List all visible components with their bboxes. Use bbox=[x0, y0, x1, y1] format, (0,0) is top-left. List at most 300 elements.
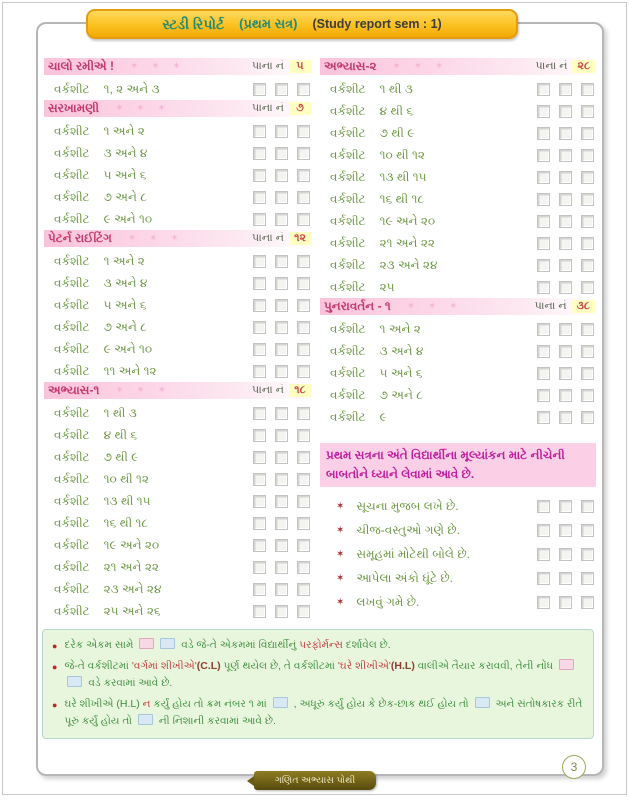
worksheet-range: ૧૯ અને ૨૦ bbox=[379, 213, 436, 228]
section-header bbox=[44, 58, 312, 75]
page-number-label: પાના નં bbox=[252, 232, 284, 244]
section-header bbox=[320, 58, 596, 75]
worksheet-range: ૨૩ અને ૨૪ bbox=[379, 257, 438, 272]
status-checkbox[interactable] bbox=[581, 127, 594, 140]
status-checkbox[interactable] bbox=[275, 583, 288, 596]
page-number-label: પાના નં bbox=[252, 384, 284, 396]
worksheet-label: વર્કશીટ bbox=[330, 235, 366, 250]
status-checkbox[interactable] bbox=[275, 561, 288, 574]
status-checkbox[interactable] bbox=[581, 237, 594, 250]
worksheet-label: વર્કશીટ bbox=[54, 471, 90, 486]
worksheet-label: વર્કશીટ bbox=[330, 257, 366, 272]
worksheet-label: વર્કશીટ bbox=[330, 103, 366, 118]
status-checkbox[interactable] bbox=[537, 105, 550, 118]
worksheet-label: વર્કશીટ bbox=[330, 365, 366, 380]
mark-box-pink bbox=[559, 659, 574, 670]
worksheet-label: વર્કશીટ bbox=[54, 297, 90, 312]
status-checkbox[interactable] bbox=[297, 213, 310, 226]
status-checkbox[interactable] bbox=[559, 83, 572, 96]
checkbox-group bbox=[253, 539, 310, 552]
status-checkbox[interactable] bbox=[275, 321, 288, 334]
section-title: સરખામણી bbox=[48, 101, 100, 115]
status-checkbox[interactable] bbox=[297, 517, 310, 530]
worksheet-row bbox=[320, 122, 596, 144]
worksheet-range: ૧૩ થી ૧૫ bbox=[379, 169, 427, 184]
status-checkbox[interactable] bbox=[275, 517, 288, 530]
status-checkbox[interactable] bbox=[537, 411, 550, 424]
status-checkbox[interactable] bbox=[297, 407, 310, 420]
section-header bbox=[320, 298, 596, 315]
footnote-segment: દર્શાવેલ છે. bbox=[342, 639, 391, 651]
checkbox-group bbox=[537, 500, 594, 513]
status-checkbox[interactable] bbox=[275, 169, 288, 182]
page-number-label: પાના નં bbox=[252, 102, 284, 114]
status-checkbox[interactable] bbox=[537, 524, 550, 537]
worksheet-row bbox=[44, 360, 312, 382]
status-checkbox[interactable] bbox=[275, 83, 288, 96]
worksheet-range: ૩ અને ૪ bbox=[103, 145, 148, 160]
worksheet-row bbox=[44, 142, 312, 164]
status-checkbox[interactable] bbox=[253, 255, 266, 268]
checkbox-group bbox=[537, 237, 594, 250]
status-checkbox[interactable] bbox=[537, 323, 550, 336]
status-checkbox[interactable] bbox=[537, 171, 550, 184]
section-page-number: ૧૨ bbox=[289, 232, 311, 245]
worksheet-row bbox=[44, 120, 312, 142]
checkbox-group bbox=[537, 149, 594, 162]
stars-decoration-icon: ✶ ✶ ✶ bbox=[130, 61, 186, 72]
status-checkbox[interactable] bbox=[275, 407, 288, 420]
worksheet-label: વર્કશીટ bbox=[330, 213, 366, 228]
status-checkbox[interactable] bbox=[297, 169, 310, 182]
status-checkbox[interactable] bbox=[253, 343, 266, 356]
worksheet-row bbox=[44, 338, 312, 360]
status-checkbox[interactable] bbox=[559, 281, 572, 294]
status-checkbox[interactable] bbox=[253, 147, 266, 160]
status-checkbox[interactable] bbox=[253, 407, 266, 420]
star-bullet-icon: ✶ bbox=[336, 524, 345, 536]
status-checkbox[interactable] bbox=[581, 259, 594, 272]
status-checkbox[interactable] bbox=[559, 171, 572, 184]
status-checkbox[interactable] bbox=[559, 572, 572, 585]
status-checkbox[interactable] bbox=[581, 548, 594, 561]
footnote-segment: વડે જે-તે એકમમાં વિદ્યાર્થીનું bbox=[178, 639, 300, 651]
footnote-segment: વડે કરવામાં આવે છે. bbox=[85, 677, 173, 690]
worksheet-label: વર્કશીટ bbox=[330, 125, 366, 140]
worksheet-range: ૧ થી ૩ bbox=[103, 405, 137, 420]
checkbox-group bbox=[537, 345, 594, 358]
worksheet-row bbox=[320, 78, 596, 100]
checkbox-group bbox=[537, 193, 594, 206]
footnote-segment: ન bbox=[142, 697, 151, 710]
status-checkbox[interactable] bbox=[297, 539, 310, 552]
status-checkbox[interactable] bbox=[297, 321, 310, 334]
checkbox-group bbox=[537, 367, 594, 380]
section-title: અભ્યાસ-૧ bbox=[48, 383, 100, 397]
status-checkbox[interactable] bbox=[581, 193, 594, 206]
checkbox-group bbox=[537, 171, 594, 184]
status-checkbox[interactable] bbox=[253, 125, 266, 138]
status-checkbox[interactable] bbox=[537, 596, 550, 609]
status-checkbox[interactable] bbox=[253, 83, 266, 96]
worksheet-row bbox=[320, 166, 596, 188]
stars-decoration-icon: ✶ ✶ ✶ bbox=[406, 301, 463, 312]
status-checkbox[interactable] bbox=[581, 215, 594, 228]
section-page-number: ૩૮ bbox=[572, 300, 595, 313]
status-checkbox[interactable] bbox=[537, 237, 550, 250]
status-checkbox[interactable] bbox=[253, 473, 266, 486]
note-bullet-icon: ● bbox=[52, 662, 58, 672]
checkbox-group bbox=[537, 572, 594, 585]
worksheet-label: વર્કશીટ bbox=[330, 169, 366, 184]
status-checkbox[interactable] bbox=[253, 605, 266, 618]
status-checkbox[interactable] bbox=[537, 281, 550, 294]
worksheet-row bbox=[44, 272, 312, 294]
status-checkbox[interactable] bbox=[559, 389, 572, 402]
status-checkbox[interactable] bbox=[559, 500, 572, 513]
worksheet-label: વર્કશીટ bbox=[54, 449, 90, 464]
section-title: ચાલો રમીએ ! bbox=[48, 59, 115, 73]
worksheet-label: વર્કશીટ bbox=[54, 319, 90, 334]
status-checkbox[interactable] bbox=[275, 191, 288, 204]
worksheet-row bbox=[44, 250, 312, 272]
status-checkbox[interactable] bbox=[297, 495, 310, 508]
stars-decoration-icon: ✶ ✶ ✶ bbox=[115, 103, 171, 114]
status-checkbox[interactable] bbox=[559, 193, 572, 206]
stars-decoration-icon: ✶ ✶ ✶ bbox=[115, 385, 172, 396]
checkbox-group bbox=[537, 323, 594, 336]
status-checkbox[interactable] bbox=[559, 259, 572, 272]
status-checkbox[interactable] bbox=[297, 605, 310, 618]
status-checkbox[interactable] bbox=[581, 83, 594, 96]
status-checkbox[interactable] bbox=[537, 193, 550, 206]
status-checkbox[interactable] bbox=[581, 389, 594, 402]
checkbox-group bbox=[253, 147, 310, 160]
section-title: અભ્યાસ-૨ bbox=[324, 59, 377, 73]
status-checkbox[interactable] bbox=[559, 548, 572, 561]
worksheet-row bbox=[44, 490, 312, 512]
checkbox-group bbox=[537, 281, 594, 294]
status-checkbox[interactable] bbox=[275, 277, 288, 290]
worksheet-row bbox=[320, 100, 596, 122]
star-bullet-icon: ✶ bbox=[336, 548, 345, 560]
star-bullet-icon: ✶ bbox=[336, 500, 345, 512]
status-checkbox[interactable] bbox=[275, 473, 288, 486]
checkbox-group bbox=[537, 83, 594, 96]
status-checkbox[interactable] bbox=[559, 367, 572, 380]
worksheet-range: ૫ અને ૬ bbox=[379, 365, 423, 380]
footnote-item bbox=[52, 637, 584, 655]
worksheet-row bbox=[320, 340, 596, 362]
status-checkbox[interactable] bbox=[581, 171, 594, 184]
worksheet-row bbox=[44, 600, 312, 622]
worksheet-range: ૨૫ bbox=[379, 279, 395, 294]
checkbox-group bbox=[253, 473, 310, 486]
status-checkbox[interactable] bbox=[537, 572, 550, 585]
status-checkbox[interactable] bbox=[297, 583, 310, 596]
footnote-item bbox=[52, 696, 584, 731]
status-checkbox[interactable] bbox=[559, 411, 572, 424]
evaluation-item-text: ચીજ-વસ્તુઓ ગણે છે. bbox=[356, 522, 460, 537]
section-page-number: ૫ bbox=[289, 60, 311, 73]
worksheet-label: વર્કશીટ bbox=[54, 581, 90, 596]
page-title: સ્ટડી રિપોર્ટ bbox=[162, 15, 225, 32]
evaluation-list bbox=[320, 494, 596, 614]
status-checkbox[interactable] bbox=[297, 561, 310, 574]
worksheet-row bbox=[44, 468, 312, 490]
status-checkbox[interactable] bbox=[275, 495, 288, 508]
footnote-segment: પરફોર્મન્સ bbox=[299, 639, 343, 651]
status-checkbox[interactable] bbox=[275, 299, 288, 312]
status-checkbox[interactable] bbox=[253, 191, 266, 204]
status-checkbox[interactable] bbox=[581, 323, 594, 336]
status-checkbox[interactable] bbox=[297, 473, 310, 486]
evaluation-item bbox=[320, 494, 596, 518]
status-checkbox[interactable] bbox=[253, 451, 266, 464]
footnote-segment: ઘરે શીખીએ (H.L) bbox=[64, 697, 143, 710]
section-title: પેટર્ન રાઈટિંગ bbox=[48, 231, 112, 245]
status-checkbox[interactable] bbox=[581, 345, 594, 358]
status-checkbox[interactable] bbox=[559, 215, 572, 228]
checkbox-group bbox=[253, 277, 310, 290]
evaluation-item bbox=[320, 518, 596, 542]
status-checkbox[interactable] bbox=[559, 105, 572, 118]
checkbox-group bbox=[537, 389, 594, 402]
status-checkbox[interactable] bbox=[275, 451, 288, 464]
status-checkbox[interactable] bbox=[537, 127, 550, 140]
status-checkbox[interactable] bbox=[253, 429, 266, 442]
note-bullet-icon: ● bbox=[52, 699, 58, 710]
worksheet-section bbox=[44, 382, 312, 622]
worksheet-label: વર્કશીટ bbox=[54, 275, 90, 290]
worksheet-range: ૪ થી ૬ bbox=[379, 103, 414, 118]
status-checkbox[interactable] bbox=[297, 147, 310, 160]
status-checkbox[interactable] bbox=[537, 389, 550, 402]
worksheet-label: વર્કશીટ bbox=[330, 147, 366, 162]
checkbox-group bbox=[253, 495, 310, 508]
worksheet-label: વર્કશીટ bbox=[330, 81, 366, 96]
stars-decoration-icon: ✶ ✶ ✶ bbox=[392, 61, 449, 72]
worksheet-range: ૧ અને ૨ bbox=[103, 253, 145, 268]
worksheet-section bbox=[320, 298, 596, 428]
status-checkbox[interactable] bbox=[297, 191, 310, 204]
status-checkbox[interactable] bbox=[297, 343, 310, 356]
status-checkbox[interactable] bbox=[297, 429, 310, 442]
worksheet-row bbox=[320, 318, 596, 340]
worksheet-range: ૧ થી ૩ bbox=[379, 81, 413, 96]
worksheet-section bbox=[44, 230, 312, 382]
status-checkbox[interactable] bbox=[559, 149, 572, 162]
left-column bbox=[44, 58, 312, 622]
worksheet-section bbox=[44, 58, 312, 100]
star-bullet-icon: ✶ bbox=[336, 596, 345, 608]
evaluation-item bbox=[320, 542, 596, 566]
checkbox-group bbox=[253, 561, 310, 574]
status-checkbox[interactable] bbox=[275, 147, 288, 160]
page-title-english: (Study report sem : 1) bbox=[312, 17, 442, 31]
mark-box-blue bbox=[67, 676, 82, 687]
evaluation-item-text: આપેલા અંકો ઘૂંટે છે. bbox=[356, 570, 454, 585]
right-column-sections bbox=[320, 58, 596, 428]
worksheet-range: ૯ અને ૧૦ bbox=[103, 211, 153, 226]
page-number-circle bbox=[562, 755, 586, 779]
status-checkbox[interactable] bbox=[253, 213, 266, 226]
mark-box-blue bbox=[160, 638, 175, 649]
status-checkbox[interactable] bbox=[297, 451, 310, 464]
book-title: ગણિત અભ્યાસ પોથી bbox=[274, 775, 356, 786]
status-checkbox[interactable] bbox=[297, 299, 310, 312]
checkbox-group bbox=[253, 407, 310, 420]
footnote-segment: અને સંતોષકારક રીતે પૂરું કર્યું હોય તો bbox=[64, 697, 583, 727]
status-checkbox[interactable] bbox=[275, 343, 288, 356]
status-checkbox[interactable] bbox=[537, 259, 550, 272]
status-checkbox[interactable] bbox=[581, 500, 594, 513]
footnote-segment: , અધૂરું કર્યું હોય કે છેક-છાક થઈ હોય તો bbox=[290, 697, 472, 710]
status-checkbox[interactable] bbox=[559, 127, 572, 140]
status-checkbox[interactable] bbox=[275, 255, 288, 268]
status-checkbox[interactable] bbox=[581, 149, 594, 162]
mark-box-blue bbox=[475, 697, 490, 708]
status-checkbox[interactable] bbox=[537, 500, 550, 513]
page-number: 3 bbox=[570, 760, 578, 774]
page-title-banner bbox=[86, 9, 518, 39]
status-checkbox[interactable] bbox=[275, 539, 288, 552]
status-checkbox[interactable] bbox=[297, 255, 310, 268]
status-checkbox[interactable] bbox=[581, 596, 594, 609]
worksheet-range: ૨૧ અને ૨૨ bbox=[103, 559, 159, 574]
status-checkbox[interactable] bbox=[253, 321, 266, 334]
checkbox-group bbox=[537, 127, 594, 140]
worksheet-range: ૧ અને ૨ bbox=[103, 123, 145, 138]
status-checkbox[interactable] bbox=[253, 277, 266, 290]
status-checkbox[interactable] bbox=[559, 237, 572, 250]
status-checkbox[interactable] bbox=[559, 323, 572, 336]
footnote-segment: (C.L) bbox=[196, 660, 221, 672]
worksheet-row bbox=[44, 186, 312, 208]
worksheet-range: ૭ અને ૮ bbox=[103, 189, 147, 204]
worksheet-row bbox=[320, 144, 596, 166]
worksheet-row bbox=[320, 406, 596, 428]
status-checkbox[interactable] bbox=[581, 411, 594, 424]
status-checkbox[interactable] bbox=[297, 365, 310, 378]
worksheet-range: ૧૦ થી ૧૨ bbox=[103, 471, 149, 486]
status-checkbox[interactable] bbox=[581, 281, 594, 294]
worksheet-label: વર્કશીટ bbox=[54, 405, 90, 420]
status-checkbox[interactable] bbox=[297, 83, 310, 96]
worksheet-label: વર્કશીટ bbox=[54, 123, 90, 138]
status-checkbox[interactable] bbox=[275, 365, 288, 378]
book-title-pencil-banner bbox=[254, 771, 376, 790]
worksheet-row bbox=[44, 402, 312, 424]
worksheet-label: વર્કશીટ bbox=[54, 167, 90, 182]
worksheet-row bbox=[44, 534, 312, 556]
status-checkbox[interactable] bbox=[275, 213, 288, 226]
worksheet-range: ૧ અને ૨ bbox=[379, 321, 421, 336]
status-checkbox[interactable] bbox=[559, 596, 572, 609]
worksheet-label: વર્કશીટ bbox=[54, 363, 90, 378]
section-page-number: ૧૮ bbox=[289, 384, 311, 397]
status-checkbox[interactable] bbox=[275, 429, 288, 442]
worksheet-range: ૨૩ અને ૨૪ bbox=[103, 581, 162, 596]
status-checkbox[interactable] bbox=[537, 83, 550, 96]
worksheet-label: વર્કશીટ bbox=[54, 211, 90, 226]
section-header bbox=[44, 382, 312, 399]
status-checkbox[interactable] bbox=[537, 548, 550, 561]
status-checkbox[interactable] bbox=[537, 367, 550, 380]
status-checkbox[interactable] bbox=[253, 561, 266, 574]
status-checkbox[interactable] bbox=[275, 125, 288, 138]
status-checkbox[interactable] bbox=[297, 125, 310, 138]
worksheet-range: ૭ અને ૮ bbox=[103, 319, 147, 334]
worksheet-row bbox=[44, 164, 312, 186]
checkbox-group bbox=[537, 524, 594, 537]
status-checkbox[interactable] bbox=[581, 524, 594, 537]
worksheet-range: ૭ અને ૮ bbox=[379, 387, 423, 402]
stars-decoration-icon: ✶ ✶ ✶ bbox=[127, 233, 184, 244]
checkbox-group bbox=[253, 343, 310, 356]
worksheet-row bbox=[320, 362, 596, 384]
worksheet-range: ૫ અને ૬ bbox=[103, 297, 147, 312]
worksheet-range: ૯ bbox=[379, 409, 387, 424]
footnote-segment: ની નિશાની કરવામાં આવે છે. bbox=[155, 714, 276, 727]
status-checkbox[interactable] bbox=[537, 215, 550, 228]
status-checkbox[interactable] bbox=[559, 345, 572, 358]
worksheet-range: ૧, ૨ અને ૩ bbox=[103, 81, 160, 96]
checkbox-group bbox=[253, 299, 310, 312]
worksheet-label: વર્કશીટ bbox=[54, 253, 90, 268]
status-checkbox[interactable] bbox=[253, 539, 266, 552]
worksheet-range: ૪ થી ૬ bbox=[103, 427, 138, 442]
checkbox-group bbox=[537, 259, 594, 272]
checkbox-group bbox=[253, 517, 310, 530]
status-checkbox[interactable] bbox=[253, 299, 266, 312]
worksheet-range: ૧૯ અને ૨૦ bbox=[103, 537, 160, 552]
checkbox-group bbox=[253, 255, 310, 268]
worksheet-range: ૩ અને ૪ bbox=[379, 343, 424, 358]
section-header bbox=[44, 230, 312, 247]
worksheet-row bbox=[44, 424, 312, 446]
worksheet-row bbox=[44, 446, 312, 468]
evaluation-item bbox=[320, 566, 596, 590]
status-checkbox[interactable] bbox=[537, 345, 550, 358]
checkbox-group bbox=[253, 605, 310, 618]
status-checkbox[interactable] bbox=[581, 367, 594, 380]
checkbox-group bbox=[253, 125, 310, 138]
checkbox-group bbox=[253, 213, 310, 226]
worksheet-label: વર્કશીટ bbox=[54, 81, 90, 96]
status-checkbox[interactable] bbox=[581, 105, 594, 118]
worksheet-row bbox=[44, 578, 312, 600]
worksheet-range: ૧૬ થી ૧૮ bbox=[103, 515, 149, 530]
status-checkbox[interactable] bbox=[253, 583, 266, 596]
status-checkbox[interactable] bbox=[297, 277, 310, 290]
page-number-label: પાના નં bbox=[534, 300, 567, 312]
status-checkbox[interactable] bbox=[253, 169, 266, 182]
status-checkbox[interactable] bbox=[253, 495, 266, 508]
footnote-segment: 'ઘરે શીખીએ' bbox=[337, 660, 391, 672]
worksheet-range: ૭ થી ૯ bbox=[379, 125, 415, 140]
status-checkbox[interactable] bbox=[275, 605, 288, 618]
status-checkbox[interactable] bbox=[581, 572, 594, 585]
worksheet-label: વર્કશીટ bbox=[330, 321, 366, 336]
status-checkbox[interactable] bbox=[253, 365, 266, 378]
status-checkbox[interactable] bbox=[559, 524, 572, 537]
status-checkbox[interactable] bbox=[253, 517, 266, 530]
worksheet-label: વર્કશીટ bbox=[330, 343, 366, 358]
worksheet-range: ૩ અને ૪ bbox=[103, 275, 148, 290]
status-checkbox[interactable] bbox=[537, 149, 550, 162]
evaluation-item bbox=[320, 590, 596, 614]
